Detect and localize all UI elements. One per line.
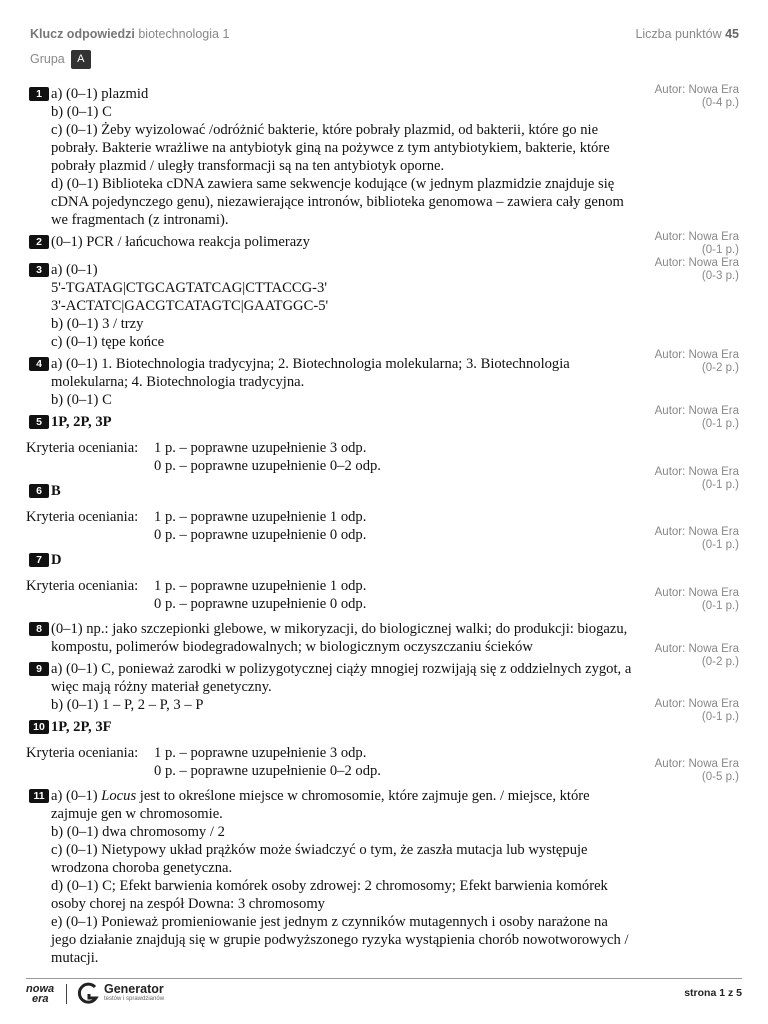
answer-line: c) (0–1) Nietypowy układ prążków może świadczyć o tym, że zaszła mutacja lub występuje wrodzona choroba genetyczna. [51, 842, 588, 876]
author-label: Autor: Nowa Era (0-1 p.) [654, 405, 739, 430]
answer-line: b) (0–1) C [51, 392, 112, 408]
task-number: 2 [29, 235, 49, 249]
footer-divider [26, 978, 742, 979]
author-label: Autor: Nowa Era (0-5 p.) [654, 758, 739, 783]
logo-divider [66, 984, 67, 1004]
document-title: Klucz odpowiedzi biotechnologia 1 [30, 27, 230, 41]
task-3 [26, 261, 634, 351]
criteria-label: Kryteria oceniania: [26, 509, 139, 525]
author-label: Autor: Nowa Era (0-1 p.) [654, 587, 739, 612]
answer-line: c) (0–1) Żeby wyizolować /odróżnić bakterie, które pobrały plazmid, od bakterii, które go nie pobrały. Bakterie wrażliwe na antybiotyk giną na pożywce z tym antybiotykiem, bakterie, które pobrały plazmid / uległy transformacji są na ten antybiotyk oporne. [51, 122, 610, 174]
criteria-line: 1 p. – poprawne uzupełnienie 3 odp. [154, 440, 367, 456]
points-total: Liczba punktów 45 [635, 27, 739, 41]
grading-criteria [26, 439, 634, 475]
task-4 [26, 355, 634, 409]
generator-subtitle: testów i sprawdzianów [104, 996, 165, 1002]
group-indicator: Grupa A [30, 50, 91, 69]
answer-bold: D [51, 552, 62, 568]
author-label: Autor: Nowa Era (0-4 p.) [654, 84, 739, 109]
answer-line: a) (0–1) [51, 262, 98, 278]
task-6 [26, 482, 634, 500]
task-number: 6 [29, 484, 49, 498]
answer-line: b) (0–1) 1 – P, 2 – P, 3 – P [51, 697, 204, 713]
answer-bold: 1P, 2P, 3F [51, 719, 112, 735]
author-label: Autor: Nowa Era (0-3 p.) [654, 257, 739, 282]
criteria-line: 0 p. – poprawne uzupełnienie 0 odp. [154, 596, 367, 612]
answer-line: e) (0–1) Ponieważ promieniowanie jest jednym z czynników mutagennych i osoby narażone na jego działanie znajdują się w grupie podwyższonego ryzyka wystąpienia chorób nowotworowych / mutacji. [51, 914, 629, 966]
task-number: 10 [29, 720, 49, 734]
author-label: Autor: Nowa Era (0-1 p.) [654, 698, 739, 723]
group-badge: A [71, 50, 91, 69]
task-8 [26, 620, 634, 656]
criteria-line: 0 p. – poprawne uzupełnienie 0 odp. [154, 527, 367, 543]
nowa-era-logo: nowa era [26, 983, 55, 1005]
answer-line: c) (0–1) tępe końce [51, 334, 165, 350]
task-number: 7 [29, 553, 49, 567]
answer-line: d) (0–1) C; Efekt barwienia komórek osoby zdrowej: 2 chromosomy; Efekt barwienia komórek osoby chorej na zespół Downa: 3 chromosomy [51, 878, 608, 912]
criteria-label: Kryteria oceniania: [26, 745, 139, 761]
answer-key [26, 85, 634, 967]
task-number: 9 [29, 662, 49, 676]
task-number: 3 [29, 263, 49, 277]
author-label: Autor: Nowa Era (0-1 p.) [654, 526, 739, 551]
criteria-label: Kryteria oceniania: [26, 440, 139, 456]
dna-sequence: 3'-ACTATC|GACGTCATAGTC|GAATGGC-5' [51, 298, 329, 314]
task-2 [26, 233, 634, 251]
dna-sequence: 5'-TGATAG|CTGCAGTATCAG|CTTACCG-3' [51, 280, 327, 296]
task-9 [26, 660, 634, 714]
answer-line: a) (0–1) 1. Biotechnologia tradycyjna; 2. Biotechnologia molekularna; 3. Biotechnologia molekularna; 4. Biotechnologia tradycyjna. [51, 356, 570, 390]
author-label: Autor: Nowa Era (0-2 p.) [654, 643, 739, 668]
grading-criteria [26, 744, 634, 780]
criteria-line: 0 p. – poprawne uzupełnienie 0–2 odp. [154, 763, 381, 779]
page-number: strona 1 z 5 [684, 987, 742, 999]
task-1 [26, 85, 634, 229]
task-number: 8 [29, 622, 49, 636]
author-label: Autor: Nowa Era (0-1 p.) [654, 466, 739, 491]
task-11 [26, 787, 634, 967]
answer-line: d) (0–1) Biblioteka cDNA zawiera same sekwencje kodujące (w jednym plazmidzie znajduje się cDNA pojedynczego genu), niezawierające intronów, biblioteka genomowa – zawiera cały genom we fragmentach (z intronami). [51, 176, 624, 228]
task-number: 5 [29, 415, 49, 429]
answer-line: (0–1) np.: jako szczepionki glebowe, w mikoryzacji, do biologicznej walki; do produkcji: biogazu, kompostu, polimerów biodegradowalnych; w biologicznym oczyszczaniu ścieków [51, 621, 628, 655]
answer-bold: 1P, 2P, 3P [51, 414, 112, 430]
criteria-label: Kryteria oceniania: [26, 578, 139, 594]
criteria-line: 1 p. – poprawne uzupełnienie 1 odp. [154, 509, 367, 525]
answer-line: b) (0–1) 3 / trzy [51, 316, 144, 332]
task-10 [26, 718, 634, 736]
generator-title: Generator [104, 982, 164, 996]
answer-line: (0–1) PCR / łańcuchowa reakcja polimerazy [51, 234, 310, 250]
answer-line: b) (0–1) dwa chromosomy / 2 [51, 824, 225, 840]
author-label: Autor: Nowa Era (0-1 p.) [654, 231, 739, 256]
answer-line: a) (0–1) C, ponieważ zarodki w polizygotycznej ciąży mnogiej rozwijają się z oddzielnych zygot, a więc mają różny materiał genetyczny. [51, 661, 632, 695]
answer-line: b) (0–1) C [51, 104, 112, 120]
task-7 [26, 551, 634, 569]
answer-line: a) (0–1) plazmid [51, 86, 149, 102]
task-number: 1 [29, 87, 49, 101]
task-number: 11 [29, 789, 49, 803]
author-label: Autor: Nowa Era (0-2 p.) [654, 349, 739, 374]
criteria-line: 0 p. – poprawne uzupełnienie 0–2 odp. [154, 458, 381, 474]
answer-line: a) (0–1) Locus jest to określone miejsce w chromosomie, które zajmuje gen. / miejsce, które zajmuje gen w chromosomie. [51, 788, 590, 822]
task-5 [26, 413, 634, 431]
answer-bold: B [51, 483, 61, 499]
criteria-line: 1 p. – poprawne uzupełnienie 3 odp. [154, 745, 367, 761]
criteria-line: 1 p. – poprawne uzupełnienie 1 odp. [154, 578, 367, 594]
grading-criteria [26, 508, 634, 544]
generator-logo-icon [77, 982, 99, 1006]
task-number: 4 [29, 357, 49, 371]
grading-criteria [26, 577, 634, 613]
